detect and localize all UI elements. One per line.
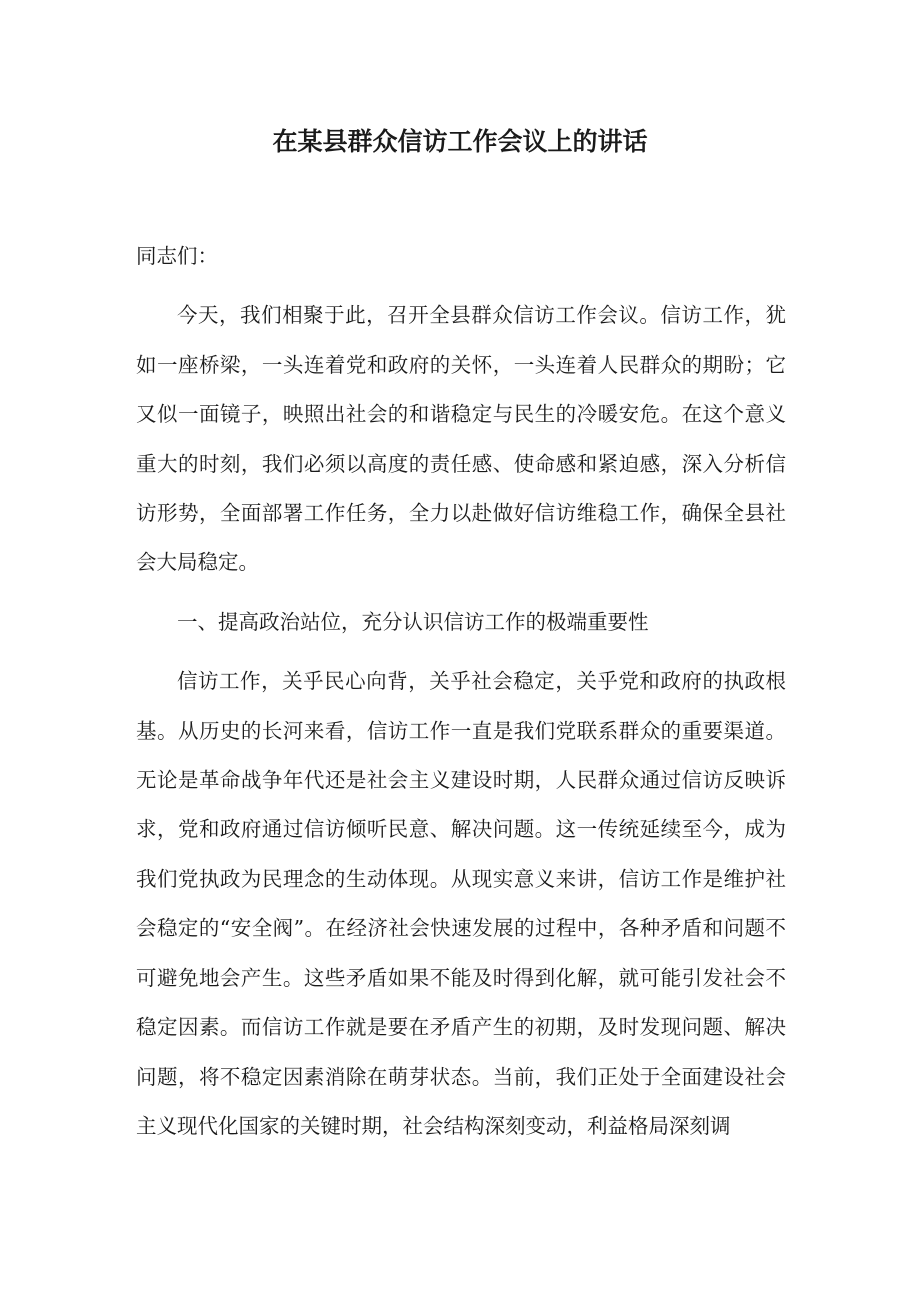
section-1-paragraph: 信访工作，关乎民心向背，关乎社会稳定，关乎党和政府的执政根基。从历史的长河来看，信访工作一直是我们党联系群众的重要渠道。无论是革命战争年代还是社会主义建设时期，人民群众通过信访反映诉求，党和政府通过信访倾听民意、解决问题。这一传统延续至今，成为我们党执政为民理念的生动体现。从现实意义来讲，信访工作是维护社会稳定的“安全阀”。在经济社会快速发展的过程中，各种矛盾和问题不可避免地会产生。这些矛盾如果不能及时得到化解，就可能引发社会不稳定因素。而信访工作就是要在矛盾产生的初期，及时发现问题、解决问题，将不稳定因素消除在萌芽状态。当前，我们正处于全面建设社会主义现代化国家的关键时期，社会结构深刻变动，利益格局深刻调: [136, 669, 786, 1138]
document-title: 在某县群众信访工作会议上的讲话: [272, 127, 648, 156]
section-heading-1: 一、提高政治站位，充分认识信访工作的极端重要性: [177, 609, 649, 634]
opening-paragraph: 今天，我们相聚于此，召开全县群众信访工作会议。信访工作，犹如一座桥梁，一头连着党和政府的关怀，一头连着人民群众的期盼；它又似一面镜子，映照出社会的和谐稳定与民生的冷暖安危。在这个意义重大的时刻，我们必须以高度的责任感、使命感和紧迫感，深入分析信访形势，全面部署工作任务，全力以赴做好信访维稳工作，确保全县社会大局稳定。: [136, 303, 786, 575]
document-body: [136, 232, 786, 1151]
salutation: 同志们：: [136, 244, 218, 268]
